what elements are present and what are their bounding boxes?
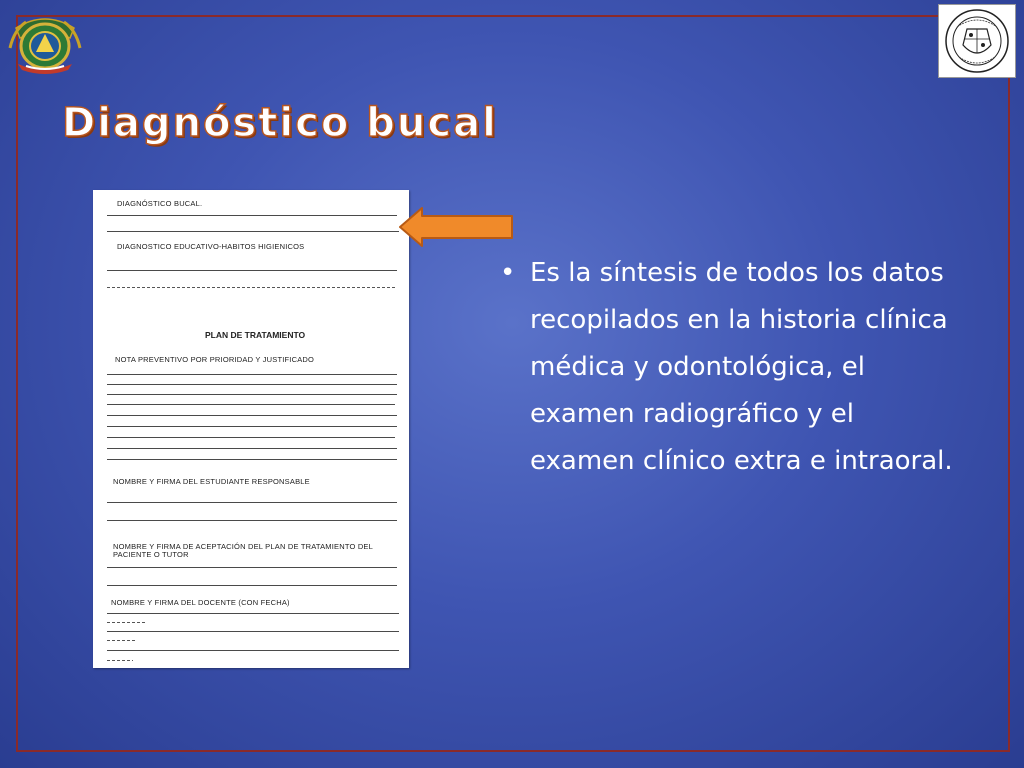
dental-form-image: [93, 190, 409, 668]
form-heading-plan: PLAN DE TRATAMIENTO: [205, 330, 306, 340]
bullet-text: Es la síntesis de todos los datos recopilados en la historia clínica médica y odontológica, el examen radiográfico y el examen clínico extra e intraoral.: [530, 258, 953, 476]
bullet-point: [500, 250, 960, 485]
form-label-aceptacion-1: NOMBRE Y FIRMA DE ACEPTACIÓN DEL PLAN DE TRATAMIENTO DEL: [113, 542, 374, 551]
form-label-aceptacion-2: PACIENTE O TUTOR: [113, 550, 189, 559]
form-label-estudiante: NOMBRE Y FIRMA DEL ESTUDIANTE RESPONSABLE: [113, 477, 310, 486]
university-seal-bw-icon: [938, 4, 1016, 78]
university-crest-color-icon: [6, 8, 84, 76]
form-label-educativo: DIAGNOSTICO EDUCATIVO-HABITOS HIGIENICOS: [117, 242, 305, 251]
form-label-diagnostico: DIAGNÓSTICO BUCAL.: [117, 199, 203, 208]
form-label-docente: NOMBRE Y FIRMA DEL DOCENTE (CON FECHA): [111, 598, 290, 607]
slide-title: Diagnóstico bucal: [62, 100, 498, 146]
form-label-nota: NOTA PREVENTIVO POR PRIORIDAD Y JUSTIFICADO: [115, 355, 315, 364]
bullet-marker: •: [500, 258, 516, 288]
left-arrow-icon: [398, 206, 514, 248]
